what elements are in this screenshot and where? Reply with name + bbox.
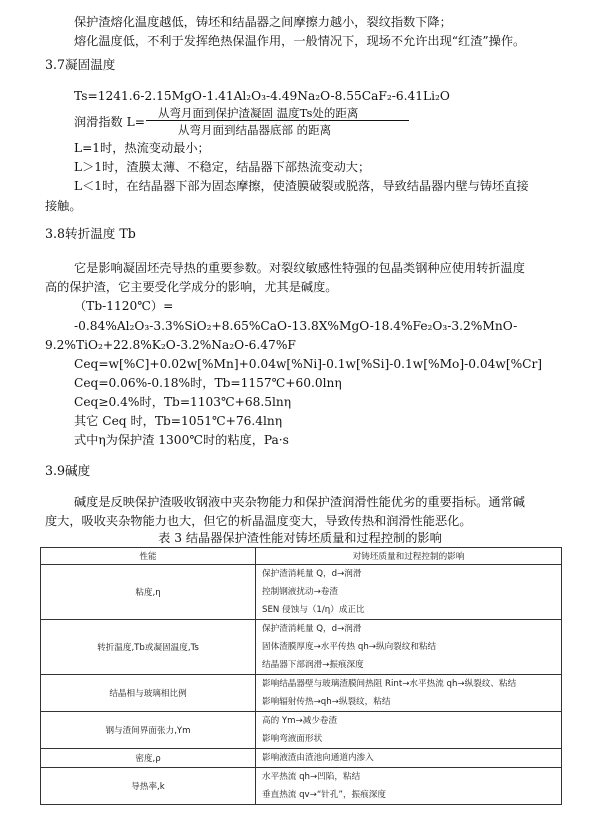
formula-tb-line1: -0.84%Al₂O₃-3.3%SiO₂+8.65%CaO-13.8X%MgO-18.4%Fe₂O₃-3.2%MnO- bbox=[74, 319, 518, 333]
fraction-bar bbox=[146, 120, 409, 121]
para-tb-2: 高的保护渣，它主要受化学成分的影响，尤其是碱度。 bbox=[45, 280, 338, 294]
effect-item: 影响结晶器壁与玻璃渣膜间热阻 Rint→水平热流 qh→纵裂纹、粘结 bbox=[262, 679, 517, 689]
effect-item: SEN 侵蚀与（1/η）成正比 bbox=[262, 605, 365, 615]
formula-ceq: Ceq=w[%C]+0.02w[%Mn]+0.04w[%Ni]-0.1w[%Si]-0.1w[%Mo]-0.04w[%Cr] bbox=[74, 357, 543, 371]
table-row bbox=[41, 565, 562, 620]
row-property: 粘度,η bbox=[41, 565, 256, 620]
effect-item: 保护渣消耗量 Q，d→润滑 bbox=[262, 569, 362, 579]
effect-item: 影响液渣由渣池向通道内渗入 bbox=[262, 753, 374, 763]
row-effects bbox=[256, 749, 562, 768]
l-less-one: L＜1时，在结晶器下部为固态摩擦，使渣膜破裂或脱落，导致结晶器内壁与铸坯直接 bbox=[74, 179, 529, 193]
row-property: 结晶相与玻璃相比例 bbox=[41, 675, 256, 712]
effect-item: 固体渣膜厚度→水平传热 qh→纵向裂纹和粘结 bbox=[262, 642, 437, 652]
heading-3-7: 3.7凝固温度 bbox=[45, 57, 116, 72]
row-property: 导热率,k bbox=[41, 768, 256, 805]
effect-item: 水平热流 qh→凹陷，粘结 bbox=[262, 772, 361, 782]
lubrication-index-numerator: 从弯月面到保护渣凝固 温度Ts处的距离 bbox=[158, 106, 359, 120]
lubrication-index-formula bbox=[74, 105, 374, 137]
effect-item: 结晶器下部润滑→振痕深度 bbox=[262, 660, 364, 670]
formula-tb-line2: 9.2%TiO₂+22.8%K₂O-3.2%Na₂O-6.47%F bbox=[45, 338, 296, 352]
effect-item: 保护渣消耗量 Q，d→润滑 bbox=[262, 624, 362, 634]
l-greater-one: L＞1时，渣膜太薄、不稳定，结晶器下部热流变动大； bbox=[74, 160, 371, 174]
formula-ts: Ts=1241.6-2.15MgO-1.41Al₂O₃-4.49Na₂O-8.55CaF₂-6.41Li₂O bbox=[74, 89, 450, 103]
heading-3-9: 3.9碱度 bbox=[45, 463, 91, 478]
effect-item: 影响辐射传热→qh→纵裂纹，粘结 bbox=[262, 697, 391, 707]
row-effects bbox=[256, 620, 562, 675]
para-basicity-1: 碱度是反映保护渣吸收钢液中夹杂物能力和保护渣润滑性能优劣的重要指标。通常碱 bbox=[74, 495, 525, 509]
table-row bbox=[41, 675, 562, 712]
effect-item: 高的 Ym→减少卷渣 bbox=[262, 716, 338, 726]
table-header-row bbox=[41, 548, 562, 565]
formula-tb-head: （Tb-1120℃）= bbox=[74, 299, 174, 313]
l-equal-one: L=1时，热流变动最小； bbox=[74, 141, 210, 155]
formula-ceq-high: Ceq≥0.4%时，Tb=1103℃+68.5lnη bbox=[74, 395, 292, 409]
para-tb-1: 它是影响凝固坯壳导热的重要参数。对裂纹敏感性特强的包晶类钢种应使用转折温度 bbox=[74, 261, 525, 275]
formula-note: 式中η为保护渣 1300℃时的粘度，Pa·s bbox=[74, 433, 289, 447]
lubrication-index-label: 润滑指数 L= bbox=[74, 115, 145, 129]
lubrication-index-denominator: 从弯月面到结晶器底部 的距离 bbox=[178, 123, 332, 137]
row-property: 密度,ρ bbox=[41, 749, 256, 768]
table-row bbox=[41, 768, 562, 805]
table-row bbox=[41, 749, 562, 768]
row-property: 钢与渣间界面张力,Ym bbox=[41, 712, 256, 749]
formula-ceq-other: 其它 Ceq 时，Tb=1051℃+76.4lnη bbox=[74, 414, 283, 428]
effect-item: 垂直热流 qv→“针孔”，振痕深度 bbox=[262, 790, 386, 800]
effect-item: 控制钢液扰动→卷渣 bbox=[262, 587, 338, 597]
formula-ceq-low: Ceq=0.06%-0.18%时，Tb=1157℃+60.0lnη bbox=[74, 376, 342, 390]
row-effects bbox=[256, 712, 562, 749]
table-row bbox=[41, 712, 562, 749]
row-effects bbox=[256, 768, 562, 805]
row-effects bbox=[256, 565, 562, 620]
header-property: 性能 bbox=[41, 548, 256, 565]
mold-flux-table bbox=[40, 547, 562, 805]
l-less-one-cont: 接触。 bbox=[45, 199, 82, 213]
header-effects: 对铸坯质量和过程控制的影响 bbox=[256, 548, 562, 565]
row-effects bbox=[256, 675, 562, 712]
para-melting-1: 保护渣熔化温度越低，铸坯和结晶器之间摩擦力越小，裂纹指数下降； bbox=[74, 15, 452, 29]
row-property: 转折温度,Tb或凝固温度,Ts bbox=[41, 620, 256, 675]
para-melting-2: 熔化温度低，不利于发挥绝热保温作用，一般情况下，现场不允许出现“红渣”操作。 bbox=[74, 34, 526, 48]
heading-3-8: 3.8转折温度 Tb bbox=[45, 226, 136, 241]
table-caption: 表 3 结晶器保护渣性能对铸坯质量和过程控制的影响 bbox=[158, 531, 442, 545]
table-row bbox=[41, 620, 562, 675]
para-basicity-2: 度大，吸收夹杂物能力也大，但它的析晶温度变大，导致传热和润滑性能恶化。 bbox=[45, 514, 472, 528]
effect-item: 影响弯液面形状 bbox=[262, 734, 323, 744]
